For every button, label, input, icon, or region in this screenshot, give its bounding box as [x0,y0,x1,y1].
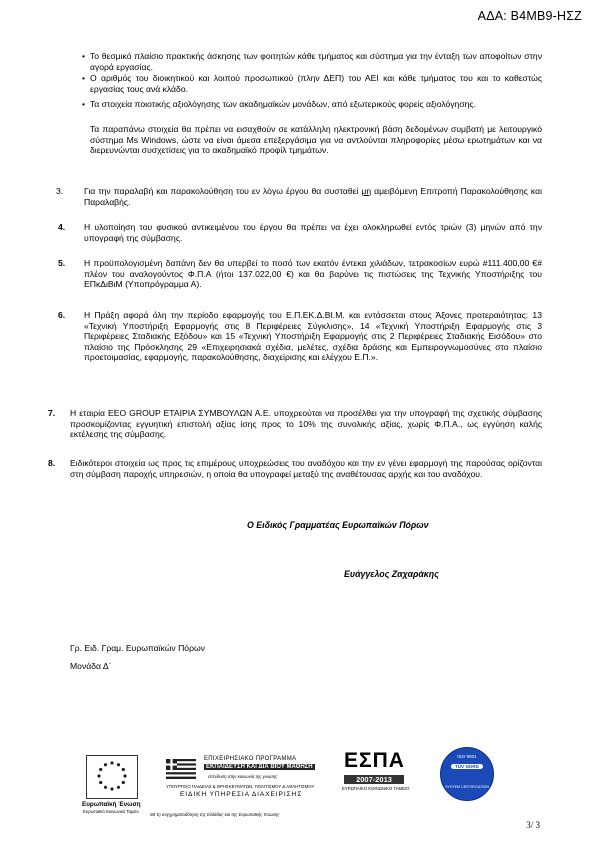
item-text: Η εταιρία ΕΕΟ GROUP ΕΤΑΙΡΙΑ ΣΥΜΒΟΥΛΩΝ Α.Ε. υποχρεούται να προσέλθει για την υπογραφή της σχετικής σύμβασης προσκομίζοντας εγγυητική επιστολή αξίας ίσης προς το 10% της συνολικής αξίας, χωρίς Φ.Π.Α., ως εγγύηση καλής εκτέλεσης της σύμβασης. [70,408,542,440]
cc-recipient: Μονάδα Δ΄ [70,661,112,671]
eu-flag-logo [86,755,138,799]
signatory-title: Ο Ειδικός Γραμματέας Ευρωπαϊκών Πόρων [247,520,429,530]
cert-text: SYSTEM CERTIFICATION [444,785,490,789]
item-number: 4. [58,222,66,232]
bullet-item: • Ο αριθμός του διοικητικού και λοιπού προσωπικού (πλην ΔΕΠ) του ΑΕΙ και κάθε τμήματος του και το καθεστώς εργασίας τους ανά κλάδο. [82,73,542,94]
cert-tuv: TÜV NORD [451,764,483,769]
ministry-name: ΥΠΟΥΡΓΕΙΟ ΠΑΙΔΕΙΑΣ & ΘΡΗΣΚΕΥΜΑΤΩΝ, ΠΟΛΙΤΙΣΜΟΥ & ΑΘΛΗΤΙΣΜΟΥ [166,784,315,789]
item-text: Ειδικότεροι στοιχεία ως προς τις επιμέρους υποχρεώσεις του αναδόχου και την εν γένει εφαρμογή της παρούσας ορίζονται στη σύμβαση παροχής υπηρεσιών, η οποία θα υπογραφεί μεταξύ της αναθέτουσας αρχής και του αναδόχου. [70,458,542,479]
bullet-item: • Τα στοιχεία ποιοτικής αξιολόγησης των ακαδημαϊκών μονάδων, από εξωτερικούς φορείς αξιολόγησης. [82,99,476,109]
cofunding-note: Με τη συγχρηματοδότηση της Ελλάδας και της Ευρωπαϊκής Ένωσης [150,812,280,817]
item-number: 6. [58,310,66,320]
item-number: 5. [58,258,66,268]
eu-subtitle: Ευρωπαϊκό Κοινωνικό Ταμείο [83,809,139,814]
bullet-text: Ο αριθμός του διοικητικού και λοιπού προσωπικού (πλην ΔΕΠ) του ΑΕΙ και κάθε τμήματος του και το καθεστώς εργασίας τους ανά κλάδο. [90,73,542,94]
funding-logos [80,745,520,825]
espa-logo: ΕΣΠΑ [344,749,405,772]
item-text: Για την παραλαβή και παρακολούθηση του εν λόγω έργου θα συσταθεί μη αμειβόμενη Επιτροπή Παρακολούθησης και Παραλαβής. [84,186,542,207]
bullet-text: Το θεσμικό πλαίσιο πρακτικής άσκησης των φοιτητών κάθε τμήματος και σύστημα για την ένταξη των αποφοίτων στην αγορά εργασίας. [90,51,542,72]
cert-iso: ISO 9001 [457,754,477,759]
item-text: Η Πράξη αφορά όλη την περίοδο εφαρμογής του Ε.Π.ΕΚ.Δ.ΒΙ.Μ. και εντάσσεται στους Άξονες προτεραιότητας: 13 «Τεχνική Υποστήριξη Εφαρμογής στις 8 Περιφέρειες Σύγκλισης», 14 «Τεχνική Υποστήριξη Εφαρμογής στις 3 Περιφέρειες Σταδιακής Εξόδου» και 15 «Τεχνική Υποστήριξη Εφαρμογής στις 2 Περιφέρειες Σταδιακής Εισόδου» στο πλαίσιο της Πρόσκλησης 29 «Επιχειρησιακά σχέδια, μελέτες, σχέδια δράσης και Εμπειρογνωμοσύνες στο πλαίσιο προετοιμασίας, εφαρμογής, παρακολούθησης, διαχείρισης και ελέγχου Ε.Π.». [84,310,542,363]
item-number: 7. [48,408,56,418]
page-number: 3/ 3 [526,820,540,830]
managing-service: ΕΙΔΙΚΗ ΥΠΗΡΕΣΙΑ ΔΙΑΧΕΙΡΙΣΗΣ [180,791,303,798]
item-number: 3. [56,186,64,196]
op-slogan: επένδυση στην κοινωνία της γνώσης [208,774,278,779]
greek-flag-logo [166,759,196,779]
item-number: 8. [48,458,56,468]
greek-flag-icon [166,759,196,779]
bullet-item: • Το θεσμικό πλαίσιο πρακτικής άσκησης των φοιτητών κάθε τμήματος και σύστημα για την ένταξη των αποφοίτων στην αγορά εργασίας. [82,51,542,72]
espa-years: 2007-2013 [344,775,404,784]
bullet-text: Τα στοιχεία ποιοτικής αξιολόγησης των ακαδημαϊκών μονάδων, από εξωτερικούς φορείς αξιολόγησης. [90,99,476,109]
eu-stars-icon [87,756,137,798]
item-text: Η υλοποίηση του φυσικού αντικειμένου του έργου θα πρέπει να έχει ολοκληρωθεί εντός τριών (3) μηνών από την υπογραφή της σύμβασης. [84,222,542,243]
certification-seal [440,747,494,801]
signatory-name: Ευάγγελος Ζαχαράκης [344,569,439,579]
op-title-line1: ΕΠΙΧΕΙΡΗΣΙΑΚΟ ΠΡΟΓΡΑΜΜΑ [204,756,297,762]
bullet-note: Τα παραπάνω στοιχεία θα πρέπει να εισαχθούν σε κατάλληλη ηλεκτρονική βάση δεδομένων συμβατή με λειτουργικό σύστημα Ms Windows, ώστε να είναι άμεσα επεξεργάσιμα για να αντλούνται πληροφορίες μέσω ερωτημάτων και να διερευνώνται συσχετίσεις για το ακαδημαϊκό προφίλ τμημάτων. [90,124,542,156]
op-title-line2: ΕΚΠΑΙΔΕΥΣΗ ΚΑΙ ΔΙΑ ΒΙΟΥ ΜΑΘΗΣΗ [206,764,313,770]
cc-recipient: Γρ. Ειδ. Γραμ. Ευρωπαϊκών Πόρων [70,643,205,653]
eu-title: Ευρωπαϊκή Ένωση [82,801,141,808]
item-text: Η προϋπολογισμένη δαπάνη δεν θα υπερβεί το ποσό των εκατόν έντεκα χιλιάδων, τετρακοσίων ευρώ #111.400,00 €# πλέον του αναλογούντος Φ.Π.Α (ήτοι 137.022,00 €) και θα βαρύνει τις πιστώσεις της Τεχνικής Υποστήριξης του ΕΠκΔιΒιΜ (Υποπρόγραμμα Α). [84,258,542,290]
ada-code: ΑΔΑ: Β4ΜΒ9-ΗΣΖ [477,9,582,23]
espa-subtitle: ΕΥΡΩΠΑΪΚΟ ΚΟΙΝΩΝΙΚΟ ΤΑΜΕΙΟ [342,786,410,791]
